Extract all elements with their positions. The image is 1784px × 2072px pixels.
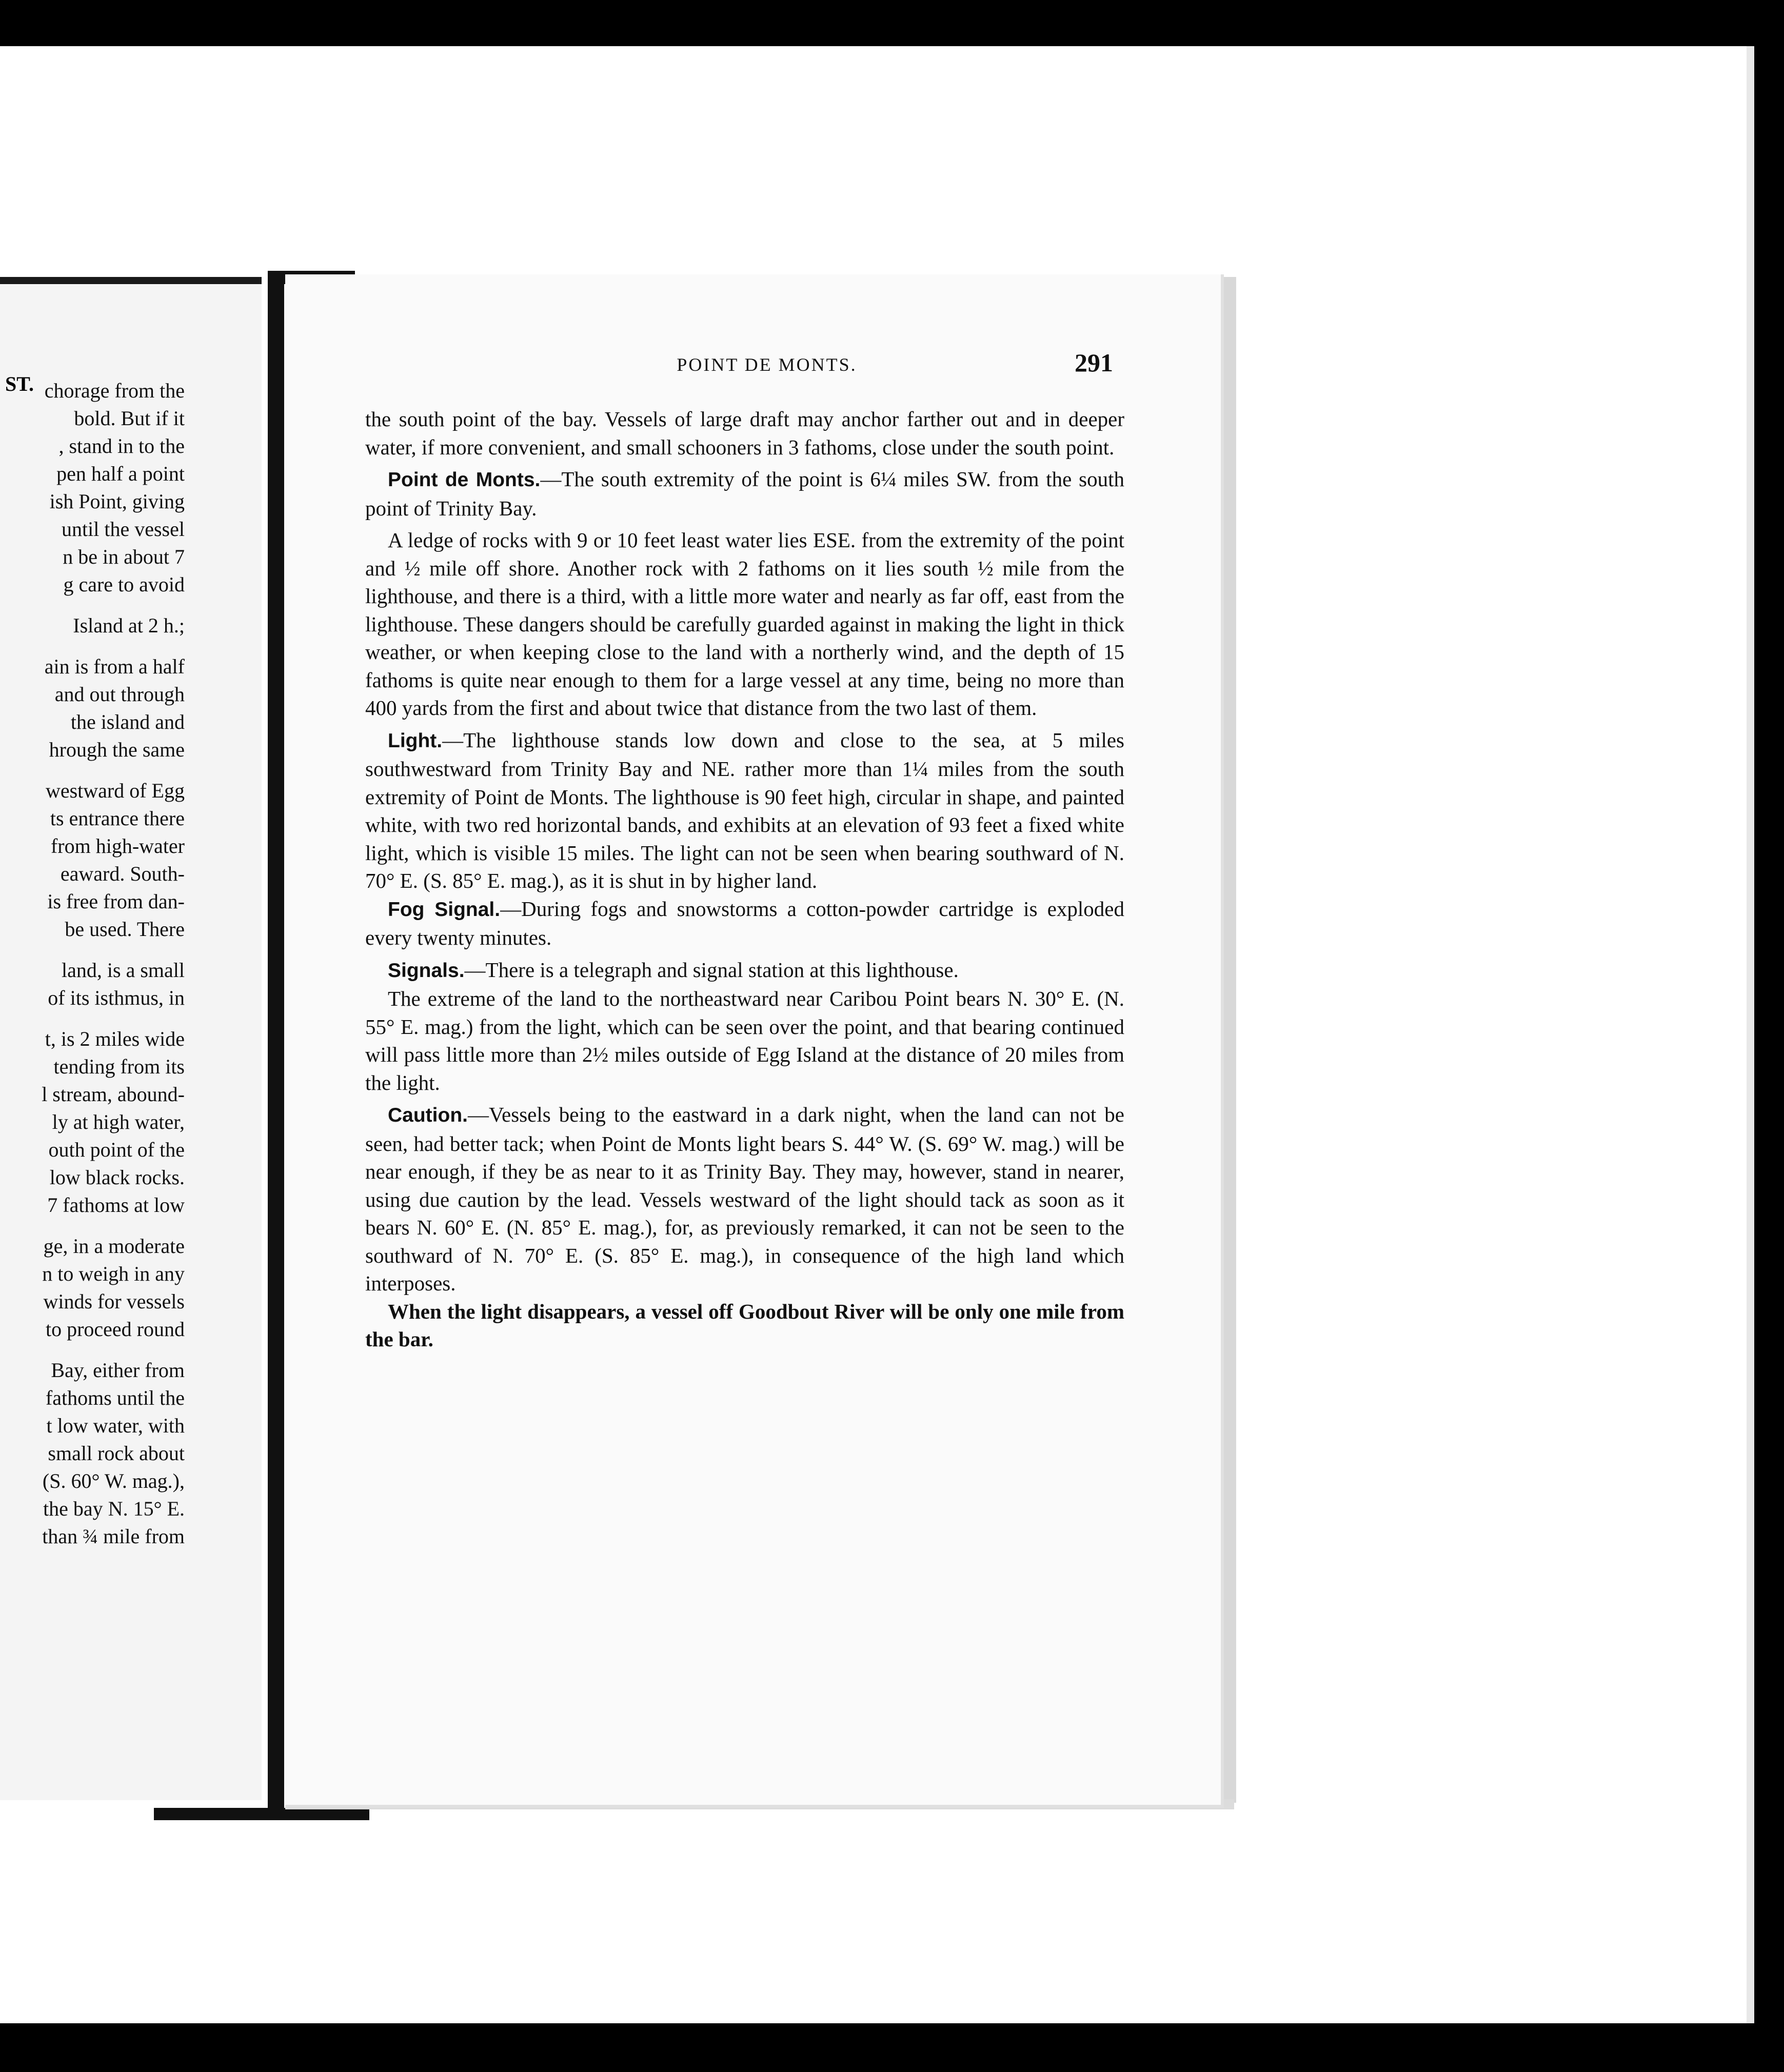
heading-fog-signal: Fog Signal.: [388, 898, 501, 921]
scan-border-right-inner: [1747, 46, 1754, 2023]
left-page-line: n be in about 7: [63, 545, 185, 568]
left-page-line: t low water, with: [46, 1414, 185, 1437]
heading-caution: Caution.: [388, 1104, 468, 1126]
left-page-line: bold. But if it: [74, 407, 185, 430]
left-page-line: [0, 599, 185, 612]
paragraph-ledge: A ledge of rocks with 9 or 10 feet least water lies ESE. from the extremity of the point and ½ mile off shore. Another rock with 2 fathoms on it lies south ½ mile from the lighthouse, and there is a third, with a little more water and nearly as far off, east from the lighthouse. These dangers should be carefully guarded against in making the light in thick weather, or when keeping close to the land with a northerly wind, and the depth of 15 fathoms is quite near enough to them for a large vessel at any time, being no more than 400 yards from the first and about twice that distance from the two last of them.: [365, 528, 1124, 720]
scan-border-top: [0, 0, 1784, 46]
left-page-line: t, is 2 miles wide: [45, 1027, 185, 1050]
left-page-line: ly at high water,: [52, 1110, 185, 1133]
left-page-line: [0, 1343, 185, 1357]
scan-border-right: [1754, 0, 1784, 2072]
left-page-lines: [0, 377, 185, 1550]
left-page-line: outh point of the: [48, 1138, 185, 1161]
text-light: —The lighthouse stands low down and close to the sea, at 5 miles southwestward from Trinity Bay and NE. rather more than 1¼ miles from the south extremity of Point de Monts. The lighthouse is 90 feet high, circular in shape, and painted white, with two red horizontal bands, and exhibits at an elevation of 93 feet a fixed white light, which is visible 15 miles. The light can not be seen when bearing southward of N. 70° E. (S. 85° E. mag.), as it is shut in by higher land.: [365, 728, 1124, 892]
paragraph-point-de-monts: [365, 465, 1124, 522]
left-page-line: the bay N. 15° E.: [43, 1497, 185, 1520]
left-page-line: [0, 1012, 185, 1025]
text-fog-signal: —During fogs and snowstorms a cotton-powder cartridge is exploded every twenty minutes.: [365, 896, 1124, 949]
paragraph-fog-signal: [365, 895, 1124, 952]
left-page-line: hrough the same: [49, 738, 185, 761]
text-point-de-monts: —The south extremity of the point is 6¼ miles SW. from the south point of Trinity Bay.: [365, 467, 1124, 520]
scan-border-bottom: [0, 2023, 1784, 2072]
paragraph-light: [365, 726, 1124, 895]
left-page-line: pen half a point: [56, 462, 185, 485]
left-page-line: [0, 640, 185, 653]
left-page-line: westward of Egg: [45, 779, 185, 802]
left-page-line: chorage from the: [44, 379, 185, 402]
left-page-line: than ¾ mile from: [42, 1525, 185, 1548]
left-page-line: tending from its: [53, 1055, 185, 1078]
heading-signals: Signals.: [388, 959, 465, 982]
left-page-line: Island at 2 h.;: [73, 614, 185, 637]
heading-light: Light.: [388, 729, 443, 752]
left-page-top-edge: [0, 277, 262, 284]
left-page-line: eaward. South-: [60, 862, 185, 885]
left-page-line: is free from dan-: [47, 890, 185, 913]
left-page-line: from high-water: [50, 834, 185, 858]
page-number: 291: [1075, 348, 1113, 377]
left-running-head-fragment: ST.: [5, 372, 34, 395]
left-page-line: ish Point, giving: [49, 490, 185, 513]
left-page-line: the island and: [70, 710, 185, 733]
left-page-line: ge, in a moderate: [43, 1234, 185, 1258]
left-page-line: 7 fathoms at low: [47, 1193, 185, 1217]
left-page-line: Bay, either from: [51, 1359, 185, 1382]
text-caution: —Vessels being to the eastward in a dark night, when the land can not be seen, had better tack; when Point de Monts light bears S. 44° W. (S. 69° W. mag.) will be near enough, if they be as near to it as Trinity Bay. They may, however, stand in nearer, using due caution by the lead. Vessels westward of the light should tack as soon as it bears N. 60° E. (N. 85° E. mag.), for, as previously remarked, it can not be seen to the southward of N. 70° E. (S. 85° E. mag.), in consequence of the high land which interposes.: [365, 1103, 1124, 1295]
left-page-line: , stand in to the: [58, 434, 185, 457]
left-page-line: until the vessel: [62, 517, 185, 541]
left-page-line: [0, 764, 185, 777]
left-page-line: l stream, abound-: [42, 1083, 185, 1106]
left-page-line: small rock about: [48, 1442, 185, 1465]
left-page-line: [0, 943, 185, 957]
paragraph-final: When the light disappears, a vessel off Goodbout River will be only one mile from the bar.: [365, 1299, 1124, 1351]
text-signals: —There is a telegraph and signal station at this lighthouse.: [464, 958, 959, 982]
left-page-line: ain is from a half: [44, 655, 185, 678]
left-page-line: [0, 1219, 185, 1232]
left-page-line: be used. There: [65, 918, 185, 941]
book-spine: [268, 274, 284, 1818]
running-head: POINT DE MONTS.: [677, 354, 857, 375]
body-text: [365, 405, 1124, 1353]
left-page-line: (S. 60° W. mag.),: [42, 1469, 185, 1492]
left-page-line: n to weigh in any: [42, 1262, 185, 1285]
spine-bottom: [154, 1808, 369, 1820]
left-page-line: land, is a small: [62, 959, 185, 982]
left-page-fragment: [0, 285, 262, 1800]
left-page-line: and out through: [54, 683, 185, 706]
left-page-line: to proceed round: [45, 1318, 185, 1341]
paragraph-extreme: The extreme of the land to the northeastward near Caribou Point bears N. 30° E. (N. 55° E. mag.) from the light, which can be seen over the point, and that bearing continued will pass little more than 2½ miles outside of Egg Island at the distance of 20 miles from the light.: [365, 987, 1124, 1094]
heading-point-de-monts: Point de Monts.: [388, 469, 541, 491]
left-page-line: g care to avoid: [63, 573, 185, 596]
left-page-line: of its isthmus, in: [48, 986, 185, 1009]
left-page-line: winds for vessels: [43, 1290, 185, 1313]
paragraph-caution: [365, 1101, 1124, 1298]
paragraph-intro: the south point of the bay. Vessels of large draft may anchor farther out and in deeper water, if more convenient, and small schooners in 3 fathoms, close under the south point.: [365, 407, 1124, 459]
left-page-line: fathoms until the: [45, 1386, 185, 1409]
left-page-line: low black rocks.: [49, 1166, 185, 1189]
paragraph-signals: [365, 956, 1124, 985]
left-page-line: ts entrance there: [50, 807, 185, 830]
